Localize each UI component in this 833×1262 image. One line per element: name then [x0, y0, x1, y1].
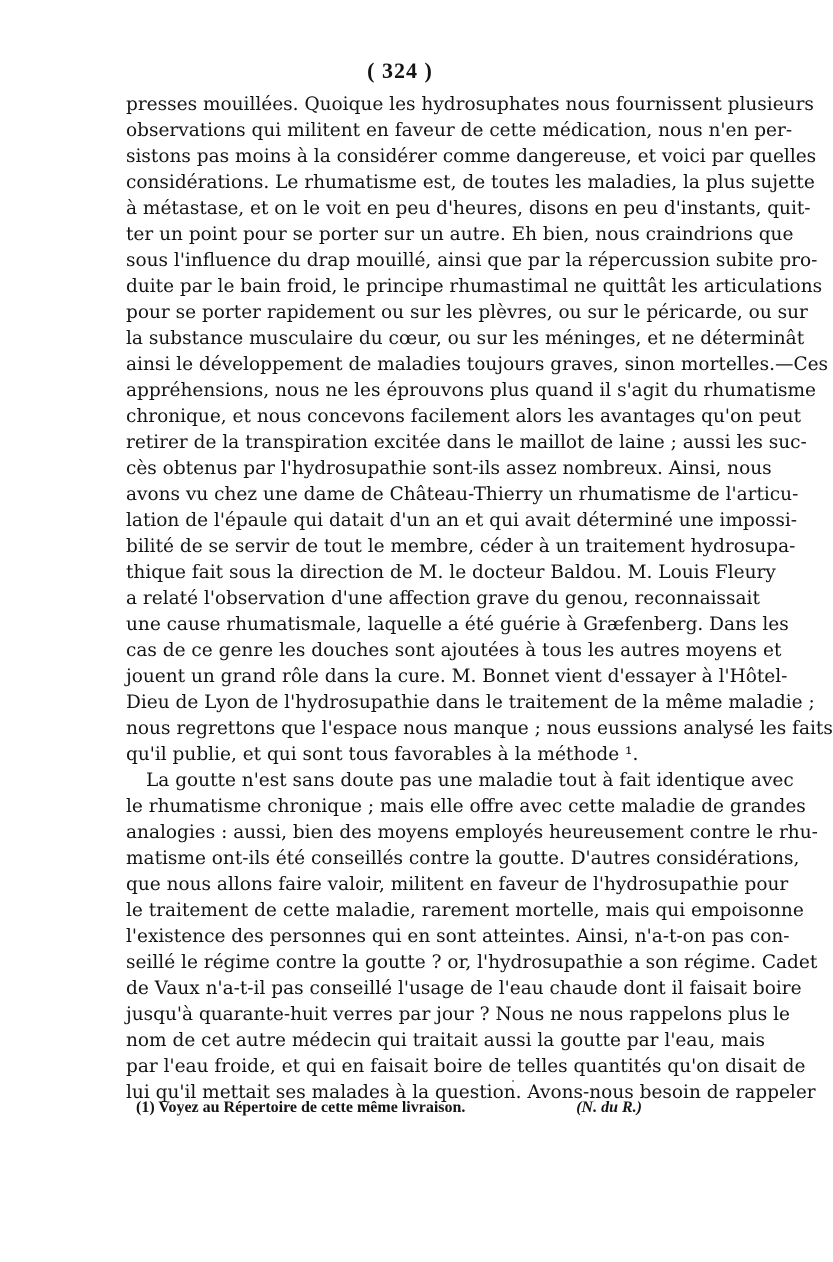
- footnote-source: (N. du R.): [576, 1099, 642, 1116]
- text-line: appréhensions, nous ne les éprouvons plus quand il s'agit du rhumatisme: [126, 380, 816, 401]
- text-line: à métastase, et on le voit en peu d'heures, disons en peu d'instants, quit-: [126, 198, 811, 219]
- text-line: duite par le bain froid, le principe rhumastimal ne quittât les articulations: [126, 276, 823, 297]
- text-line: pour se porter rapidement ou sur les plèvres, ou sur le péricarde, ou sur: [126, 302, 808, 323]
- text-line: nous regrettons que l'espace nous manque ; nous eussions analysé les faits: [126, 718, 833, 739]
- text-line: sistons pas moins à la considérer comme dangereuse, et voici par quelles: [126, 146, 817, 167]
- text-line: ainsi le développement de maladies toujours graves, sinon mortelles.—Ces: [126, 354, 829, 375]
- text-line: bilité de se servir de tout le membre, céder à un traitement hydrosupa-: [126, 536, 796, 557]
- paragraph-end-line: qu'il publie, et qui sont tous favorables à la méthode ¹.: [126, 744, 639, 765]
- page-number: ( 324 ): [367, 58, 433, 83]
- text-line: jouent un grand rôle dans la cure. M. Bonnet vient d'essayer à l'Hôtel-: [126, 666, 788, 687]
- text-line: une cause rhumatismale, laquelle a été guérie à Græfenberg. Dans les: [126, 614, 789, 635]
- text-line: la substance musculaire du cœur, ou sur les méninges, et ne déterminât: [126, 328, 805, 349]
- print-speck: [512, 1080, 514, 1082]
- text-line: a relaté l'observation d'une affection grave du genou, reconnaissait: [126, 588, 760, 609]
- text-line: retirer de la transpiration excitée dans le maillot de laine ; aussi les suc-: [126, 432, 807, 453]
- footnote-text: (1) Voyez au Répertoire de cette même livraison.: [136, 1099, 466, 1116]
- text-line: observations qui militent en faveur de cette médication, nous n'en per-: [126, 120, 793, 141]
- text-line: le rhumatisme chronique ; mais elle offre avec cette maladie de grandes: [126, 796, 806, 817]
- text-line: chronique, et nous concevons facilement alors les avantages qu'on peut: [126, 406, 802, 427]
- text-line: lui qu'il mettait ses malades à la question. Avons-nous besoin de rappeler: [126, 1082, 816, 1103]
- text-line: de Vaux n'a-t-il pas conseillé l'usage de l'eau chaude dont il faisait boire: [126, 978, 802, 999]
- text-line: seillé le régime contre la goutte ? or, l'hydrosupathie a son régime. Cadet: [126, 952, 818, 973]
- text-line: lation de l'épaule qui datait d'un an et qui avait déterminé une impossi-: [126, 510, 798, 531]
- text-line: que nous allons faire valoir, militent en faveur de l'hydrosupathie pour: [126, 874, 789, 895]
- text-line: par l'eau froide, et qui en faisait boire de telles quantités qu'on disait de: [126, 1056, 806, 1077]
- text-line: cès obtenus par l'hydrosupathie sont-ils assez nombreux. Ainsi, nous: [126, 458, 772, 479]
- text-line: thique fait sous la direction de M. le docteur Baldou. M. Louis Fleury: [126, 562, 776, 583]
- paragraph-start-line: La goutte n'est sans doute pas une maladie tout à fait identique avec: [146, 770, 794, 791]
- text-line: jusqu'à quarante-huit verres par jour ? Nous ne nous rappelons plus le: [126, 1004, 790, 1025]
- text-line: matisme ont-ils été conseillés contre la goutte. D'autres considérations,: [126, 848, 800, 869]
- text-line: considérations. Le rhumatisme est, de toutes les maladies, la plus sujette: [126, 172, 815, 193]
- text-line: cas de ce genre les douches sont ajoutées à tous les autres moyens et: [126, 640, 782, 661]
- text-line: sous l'influence du drap mouillé, ainsi que par la répercussion subite pro-: [126, 250, 818, 271]
- text-line: avons vu chez une dame de Château-Thierry un rhumatisme de l'articu-: [126, 484, 799, 505]
- text-line: le traitement de cette maladie, rarement mortelle, mais qui empoisonne: [126, 900, 804, 921]
- footnote: [136, 1097, 642, 1119]
- text-line: Dieu de Lyon de l'hydrosupathie dans le traitement de la même maladie ;: [126, 692, 815, 713]
- text-line: presses mouillées. Quoique les hydrosuphates nous fournissent plusieurs: [126, 94, 814, 115]
- text-line: l'existence des personnes qui en sont atteintes. Ainsi, n'a-t-on pas con-: [126, 926, 790, 947]
- text-line: analogies : aussi, bien des moyens employés heureusement contre le rhu-: [126, 822, 818, 843]
- text-line: nom de cet autre médecin qui traitait aussi la goutte par l'eau, mais: [126, 1030, 766, 1051]
- text-line: ter un point pour se porter sur un autre. Eh bien, nous craindrions que: [126, 224, 794, 245]
- body-text: [126, 92, 833, 1106]
